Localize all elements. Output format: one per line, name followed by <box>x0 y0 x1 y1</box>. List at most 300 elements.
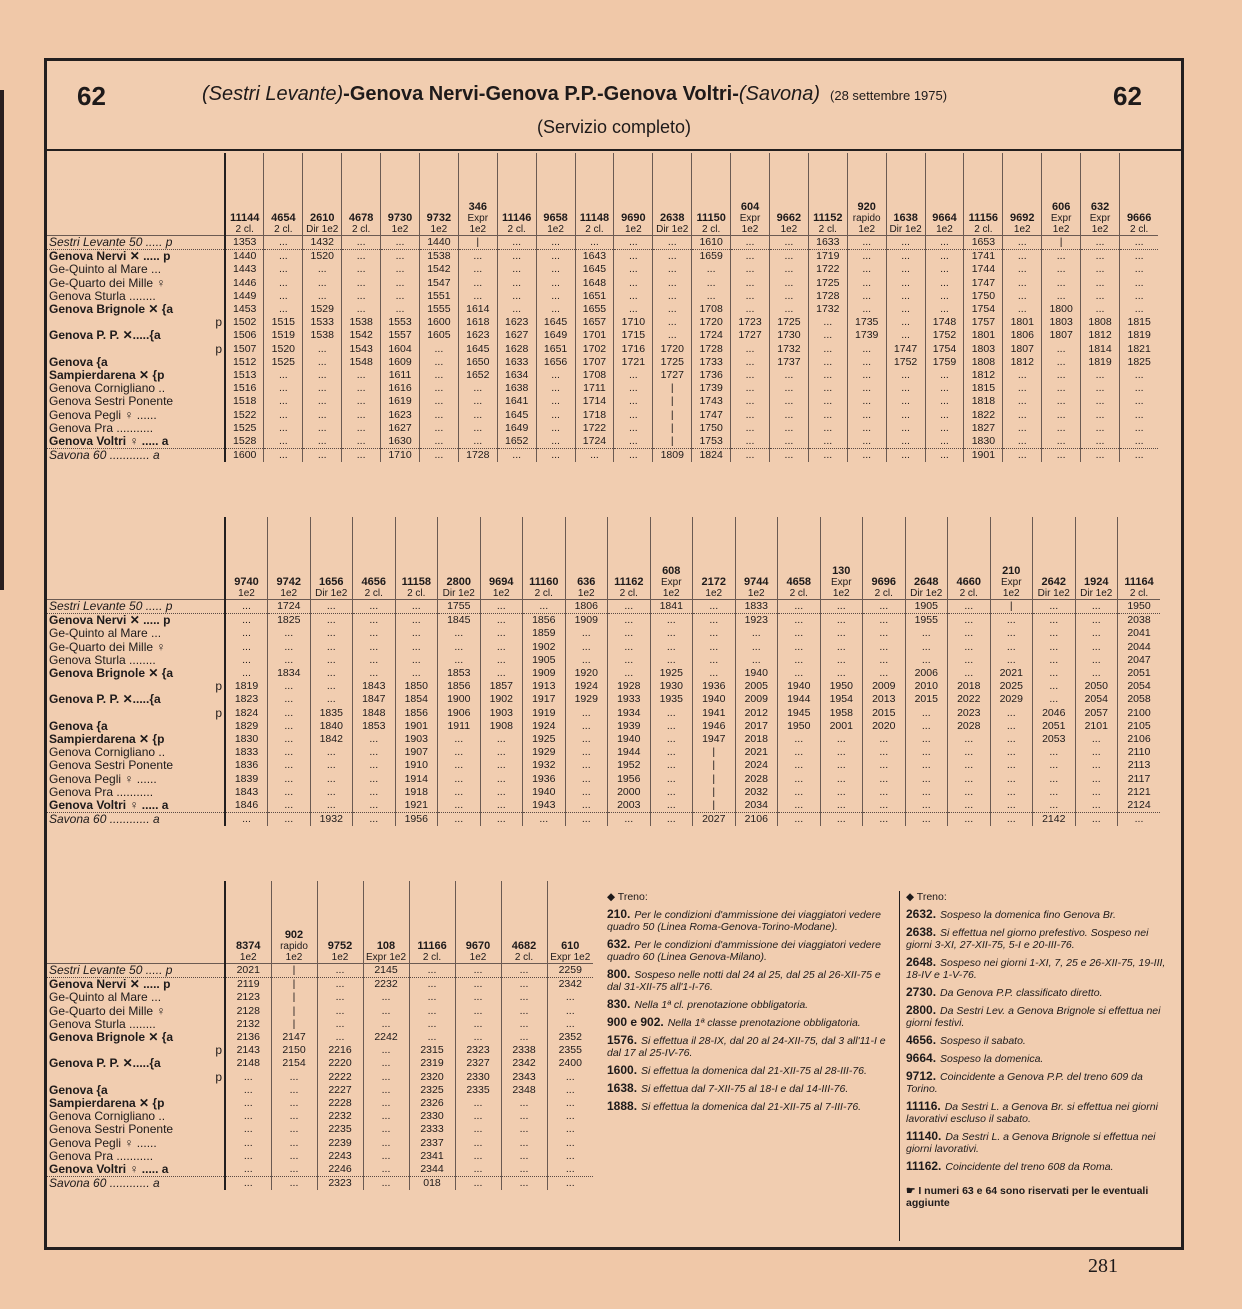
train-header <box>990 517 1033 600</box>
time-cell: 1854 <box>395 693 438 706</box>
time-cell: 1925 <box>523 733 566 746</box>
train-class: 2 cl. <box>534 588 553 599</box>
time-cell: ... <box>317 1005 363 1018</box>
time-cell: 1714 <box>575 395 614 408</box>
time-cell: 1618 <box>458 316 497 329</box>
time-cell: ... <box>353 654 396 667</box>
time-cell: 2355 <box>547 1044 593 1057</box>
time-cell: ... <box>735 654 778 667</box>
train-class: 2 cl. <box>701 224 721 235</box>
train-header <box>303 153 342 236</box>
time-cell: ... <box>925 290 964 303</box>
time-cell: 1940 <box>778 680 821 693</box>
time-cell: ... <box>778 627 821 640</box>
time-cell: 2101 <box>1075 720 1118 733</box>
note-key: 1638. <box>607 1081 638 1095</box>
time-cell: 1619 <box>381 395 420 408</box>
time-cell: ... <box>925 263 964 276</box>
time-cell: ... <box>1119 277 1158 290</box>
train-class: 2 cl. <box>1129 588 1149 599</box>
time-cell: ... <box>650 654 693 667</box>
time-cell: 1641 <box>497 395 536 408</box>
time-cell: ... <box>769 369 808 382</box>
train-header <box>650 517 693 600</box>
time-cell: 1655 <box>575 303 614 316</box>
time-cell: ... <box>271 1177 317 1191</box>
station-name: Sestri Levante 50 ..... p <box>47 236 225 250</box>
note-text: Per le condizioni d'ammissione dei viaggiatori vedere quadro 60 (Linea Genova-Milano). <box>607 939 881 963</box>
time-cell: 1752 <box>886 356 925 369</box>
train-class: 1e2 <box>239 952 257 963</box>
time-cell: ... <box>547 1123 593 1136</box>
table-row <box>47 382 1158 395</box>
time-cell: ... <box>808 449 847 463</box>
train-number: 346 <box>468 201 487 213</box>
time-cell: 1940 <box>523 786 566 799</box>
station-name: Genova Sestri Ponente <box>47 395 225 408</box>
train-number: 130 <box>832 565 851 577</box>
time-cell: 1840 <box>310 720 353 733</box>
station-name: Sampierdarena ✕ {p <box>47 369 225 382</box>
train-header <box>925 153 964 236</box>
time-cell: 1920 <box>565 667 608 680</box>
table-row <box>47 654 1160 667</box>
time-cell: ... <box>565 707 608 720</box>
time-cell: ... <box>480 600 523 614</box>
time-cell: 1906 <box>438 707 481 720</box>
time-cell: 1710 <box>614 316 653 329</box>
time-cell: ... <box>264 409 303 422</box>
time-cell: ... <box>536 422 575 435</box>
time-cell: 2029 <box>990 693 1033 706</box>
time-cell: ... <box>1075 600 1118 614</box>
time-cell: 2326 <box>409 1097 455 1110</box>
train-number: 11144 <box>230 212 260 224</box>
time-cell: ... <box>536 236 575 250</box>
time-cell: ... <box>778 654 821 667</box>
note-item <box>607 1100 887 1113</box>
note-text: Sospeso nei giorni 1-XI, 7, 25 e 26-XII-75, 19-III, 18-IV e 1-V-76. <box>906 957 1166 981</box>
time-cell: ... <box>948 600 991 614</box>
time-cell: | <box>271 1018 317 1031</box>
time-cell: 1728 <box>808 290 847 303</box>
time-cell: 1633 <box>497 356 536 369</box>
time-cell: 2021 <box>225 964 271 978</box>
time-cell: ... <box>614 382 653 395</box>
time-cell: 2041 <box>1118 627 1161 640</box>
table-number-left: 62 <box>77 81 106 111</box>
note-key: 2730. <box>906 985 937 999</box>
train-header <box>820 517 863 600</box>
time-cell: 1944 <box>608 746 651 759</box>
train-number: 4682 <box>511 940 537 952</box>
time-cell: 1725 <box>769 316 808 329</box>
time-cell: ... <box>847 250 886 264</box>
time-cell: 1715 <box>614 329 653 342</box>
table-row <box>47 978 593 992</box>
time-cell: 1638 <box>497 382 536 395</box>
train-class: Expr 1e2 <box>467 213 489 235</box>
time-cell: 2337 <box>409 1137 455 1150</box>
train-class: 1e2 <box>747 588 765 599</box>
note-text: Nella 1ª classe prenotazione obbligatoria. <box>667 1017 861 1029</box>
time-cell: ... <box>886 435 925 449</box>
time-cell: ... <box>303 369 342 382</box>
table-row <box>47 1071 593 1084</box>
time-cell: ... <box>886 236 925 250</box>
time-cell: ... <box>342 422 381 435</box>
time-cell: ... <box>778 759 821 772</box>
time-cell: ... <box>778 746 821 759</box>
time-cell: 1542 <box>342 329 381 342</box>
time-cell: 1732 <box>808 303 847 316</box>
station-name: Genova {a <box>47 356 225 369</box>
time-cell: ... <box>363 1163 409 1177</box>
time-cell: 1449 <box>225 290 264 303</box>
train-header <box>1081 153 1120 236</box>
time-cell: 2110 <box>1118 746 1161 759</box>
time-cell: ... <box>1003 277 1042 290</box>
time-cell: | <box>653 395 692 408</box>
time-cell: 1728 <box>458 449 497 463</box>
time-cell: 1735 <box>847 316 886 329</box>
time-cell: 2242 <box>363 1031 409 1044</box>
time-cell: 1623 <box>381 409 420 422</box>
time-cell: 1657 <box>575 316 614 329</box>
time-cell: 2017 <box>735 720 778 733</box>
time-cell: 1543 <box>342 343 381 356</box>
note-key: 1600. <box>607 1063 638 1077</box>
time-cell: ... <box>1075 614 1118 628</box>
time-cell: 1924 <box>523 720 566 733</box>
train-header <box>342 153 381 236</box>
station-name: Genova Voltri ♀ ..... a <box>47 1163 225 1177</box>
time-cell: ... <box>381 250 420 264</box>
train-header <box>778 517 821 600</box>
time-cell: 2330 <box>409 1110 455 1123</box>
time-cell: 1522 <box>225 409 264 422</box>
time-cell: ... <box>820 786 863 799</box>
time-cell: ... <box>847 303 886 316</box>
time-cell: 2315 <box>409 1044 455 1057</box>
time-cell: ... <box>948 786 991 799</box>
note-text: Coincidente del treno 608 da Roma. <box>945 1161 1114 1173</box>
train-header <box>905 517 948 600</box>
time-cell: ... <box>1081 290 1120 303</box>
time-cell: ... <box>990 799 1033 813</box>
time-cell: ... <box>225 667 268 680</box>
time-cell: 2027 <box>693 813 736 827</box>
time-cell: 1836 <box>225 759 268 772</box>
station-name: Sestri Levante 50 ..... p <box>47 600 225 614</box>
time-cell: ... <box>863 799 906 813</box>
time-cell: 1857 <box>480 680 523 693</box>
note-text: Sospeso nelle notti dal 24 al 25, dal 25 al 26-XII-75 e dal 31-XII-75 all'1-I-76. <box>607 969 881 993</box>
table-row <box>47 449 1158 463</box>
time-cell: 2012 <box>735 707 778 720</box>
time-cell: 2235 <box>317 1123 363 1136</box>
time-cell: | <box>653 409 692 422</box>
train-number: 11156 <box>968 212 999 224</box>
time-cell: ... <box>769 303 808 316</box>
time-cell: 1520 <box>264 343 303 356</box>
note-text: Sospeso il sabato. <box>940 1035 1026 1047</box>
train-header <box>225 517 268 600</box>
time-cell: ... <box>820 759 863 772</box>
time-cell: ... <box>547 1005 593 1018</box>
time-cell: 1914 <box>395 773 438 786</box>
time-cell: ... <box>820 773 863 786</box>
time-cell: 2028 <box>948 720 991 733</box>
table-row <box>47 369 1158 382</box>
time-cell: ... <box>497 263 536 276</box>
time-cell: ... <box>409 1005 455 1018</box>
time-cell: 1812 <box>964 369 1003 382</box>
time-cell: 1724 <box>692 329 731 342</box>
time-cell: 2145 <box>363 964 409 978</box>
train-number: 9692 <box>1010 212 1035 224</box>
station-name: Ge-Quarto dei Mille ♀ <box>47 277 225 290</box>
time-cell: ... <box>1119 382 1158 395</box>
time-cell: ... <box>608 813 651 827</box>
note-key: 9664. <box>906 1051 937 1065</box>
time-cell: | <box>1042 236 1081 250</box>
time-cell: ... <box>480 641 523 654</box>
table-row <box>47 263 1158 276</box>
time-cell: ... <box>1075 786 1118 799</box>
time-cell: 1800 <box>1042 303 1081 316</box>
time-cell: ... <box>310 680 353 693</box>
time-cell: ... <box>501 1177 547 1191</box>
time-cell: ... <box>342 369 381 382</box>
time-cell: 2327 <box>455 1057 501 1070</box>
time-cell: ... <box>614 303 653 316</box>
time-cell: ... <box>480 667 523 680</box>
time-cell: ... <box>1119 303 1158 316</box>
table-row <box>47 746 1160 759</box>
time-cell: ... <box>608 641 651 654</box>
train-class: Dir 1e2 <box>315 588 348 599</box>
time-cell: 1819 <box>225 680 268 693</box>
time-cell: ... <box>863 641 906 654</box>
note-item <box>906 1004 1176 1029</box>
time-cell: 2044 <box>1118 641 1161 654</box>
note-item <box>607 968 887 993</box>
time-cell: ... <box>948 746 991 759</box>
train-class: Expr 1e2 <box>1000 577 1022 599</box>
time-cell: ... <box>547 1084 593 1097</box>
time-cell: ... <box>303 277 342 290</box>
time-cell: ... <box>268 693 311 706</box>
table-row <box>47 627 1160 640</box>
train-class: 2 cl. <box>235 224 254 235</box>
train-class: 2 cl. <box>351 224 371 235</box>
time-cell: ... <box>886 409 925 422</box>
time-cell: ... <box>363 1137 409 1150</box>
time-cell: ... <box>480 786 523 799</box>
time-cell: ... <box>614 250 653 264</box>
time-cell: 1823 <box>225 693 268 706</box>
time-cell: 1725 <box>808 277 847 290</box>
time-cell: 1443 <box>225 263 264 276</box>
time-cell: 1803 <box>1042 316 1081 329</box>
time-cell: 1819 <box>1119 329 1158 342</box>
time-cell: 1946 <box>693 720 736 733</box>
table-row <box>47 693 1160 706</box>
train-number: 9694 <box>489 576 514 588</box>
time-cell: 1600 <box>225 449 264 463</box>
table-row <box>47 733 1160 746</box>
train-header <box>225 881 271 964</box>
time-cell: 1943 <box>523 799 566 813</box>
time-cell: 1913 <box>523 680 566 693</box>
station-name: Genova Cornigliano .. <box>47 746 225 759</box>
time-cell: ... <box>886 329 925 342</box>
station-name: p <box>47 316 225 329</box>
train-header <box>225 153 264 236</box>
time-cell: 1719 <box>808 250 847 264</box>
note-text: Da Sestri Lev. a Genova Brignole si effettua nei giorni festivi. <box>906 1005 1161 1029</box>
time-cell: ... <box>536 382 575 395</box>
time-cell: 2001 <box>820 720 863 733</box>
time-cell: 1732 <box>769 343 808 356</box>
time-cell: ... <box>536 395 575 408</box>
train-number: 11150 <box>696 212 726 224</box>
time-cell: 1901 <box>395 720 438 733</box>
time-cell: ... <box>863 773 906 786</box>
time-cell: 1850 <box>395 680 438 693</box>
time-cell: 1900 <box>438 693 481 706</box>
time-cell: ... <box>948 614 991 628</box>
time-cell: 2323 <box>455 1044 501 1057</box>
time-cell: 1702 <box>575 343 614 356</box>
note-text: Si effettua il 28-IX, dal 20 al 24-XII-75, dal 3 all'11-I e dal 17 al 25-IV-76. <box>607 1035 886 1059</box>
time-cell: ... <box>731 263 770 276</box>
time-cell: ... <box>650 627 693 640</box>
time-cell: 1512 <box>225 356 264 369</box>
time-cell: 018 <box>409 1177 455 1191</box>
time-cell: 1909 <box>523 667 566 680</box>
time-cell: 1653 <box>964 236 1003 250</box>
time-cell: 1645 <box>497 409 536 422</box>
time-cell: 2323 <box>317 1177 363 1191</box>
time-cell: 1845 <box>438 614 481 628</box>
time-cell: 1748 <box>925 316 964 329</box>
time-cell: ... <box>905 720 948 733</box>
table-row <box>47 773 1160 786</box>
train-header <box>1119 153 1158 236</box>
time-cell: 2117 <box>1118 773 1161 786</box>
time-cell: ... <box>608 600 651 614</box>
time-cell: ... <box>264 290 303 303</box>
time-cell: 1722 <box>575 422 614 435</box>
note-key: 11162. <box>906 1159 942 1173</box>
time-cell: ... <box>455 1110 501 1123</box>
table-row <box>47 641 1160 654</box>
time-cell: ... <box>1081 369 1120 382</box>
time-cell: 1519 <box>264 329 303 342</box>
time-cell: 1909 <box>565 614 608 628</box>
train-number: 9744 <box>744 576 769 588</box>
note-key: 800. <box>607 967 631 981</box>
time-cell: ... <box>650 813 693 827</box>
time-cell: ... <box>886 263 925 276</box>
time-cell: 2024 <box>735 759 778 772</box>
train-class: 2 cl. <box>818 224 837 235</box>
time-cell: ... <box>847 236 886 250</box>
station-name: Genova Pegli ♀ ...... <box>47 1137 225 1150</box>
time-cell: 1808 <box>1081 316 1120 329</box>
timetable-block-2 <box>47 517 1160 826</box>
time-cell: ... <box>1033 693 1076 706</box>
time-cell: 1553 <box>381 316 420 329</box>
time-cell: ... <box>536 435 575 449</box>
time-cell: 1935 <box>650 693 693 706</box>
time-cell: ... <box>847 382 886 395</box>
train-header <box>1042 153 1081 236</box>
note-text: Si effettua la domenica dal 21-XII-75 al 7-III-76. <box>641 1101 862 1113</box>
time-cell: 2106 <box>735 813 778 827</box>
time-cell: ... <box>225 614 268 628</box>
time-cell: 2352 <box>547 1031 593 1044</box>
table-row <box>47 667 1160 680</box>
train-number: 9696 <box>871 576 896 588</box>
time-cell: ... <box>547 1163 593 1177</box>
time-cell: ... <box>268 759 311 772</box>
time-cell: ... <box>455 1137 501 1150</box>
time-cell: 1645 <box>536 316 575 329</box>
time-cell: ... <box>1042 395 1081 408</box>
time-cell: ... <box>268 720 311 733</box>
time-cell: ... <box>225 1163 271 1177</box>
time-cell: ... <box>225 1123 271 1136</box>
time-cell: ... <box>650 733 693 746</box>
time-cell: ... <box>1119 422 1158 435</box>
time-cell: | <box>271 978 317 992</box>
time-cell: 1628 <box>497 343 536 356</box>
time-cell: ... <box>1003 369 1042 382</box>
time-cell: 1724 <box>268 600 311 614</box>
time-cell: ... <box>1119 236 1158 250</box>
time-cell: ... <box>225 1084 271 1097</box>
time-cell: ... <box>409 978 455 992</box>
time-cell: ... <box>608 614 651 628</box>
time-cell: ... <box>650 746 693 759</box>
train-number: 11148 <box>579 212 610 224</box>
time-cell: ... <box>608 627 651 640</box>
time-cell: 2021 <box>735 746 778 759</box>
table-row <box>47 1031 593 1044</box>
time-cell: 1542 <box>419 263 458 276</box>
time-cell: 2010 <box>905 680 948 693</box>
time-cell: ... <box>480 773 523 786</box>
time-cell: ... <box>808 409 847 422</box>
time-cell: ... <box>1119 409 1158 422</box>
time-cell: ... <box>438 786 481 799</box>
train-class: 1e2 <box>547 224 564 235</box>
time-cell: 2232 <box>317 1110 363 1123</box>
train-header <box>438 517 481 600</box>
train-number: 9752 <box>327 940 353 952</box>
train-class: Dir 1e2 <box>1037 588 1070 599</box>
time-cell: 1822 <box>964 409 1003 422</box>
time-cell: ... <box>778 773 821 786</box>
time-cell: ... <box>990 786 1033 799</box>
table-row <box>47 1084 593 1097</box>
time-cell: 1747 <box>886 343 925 356</box>
table-row <box>47 1097 593 1110</box>
time-cell: ... <box>905 733 948 746</box>
